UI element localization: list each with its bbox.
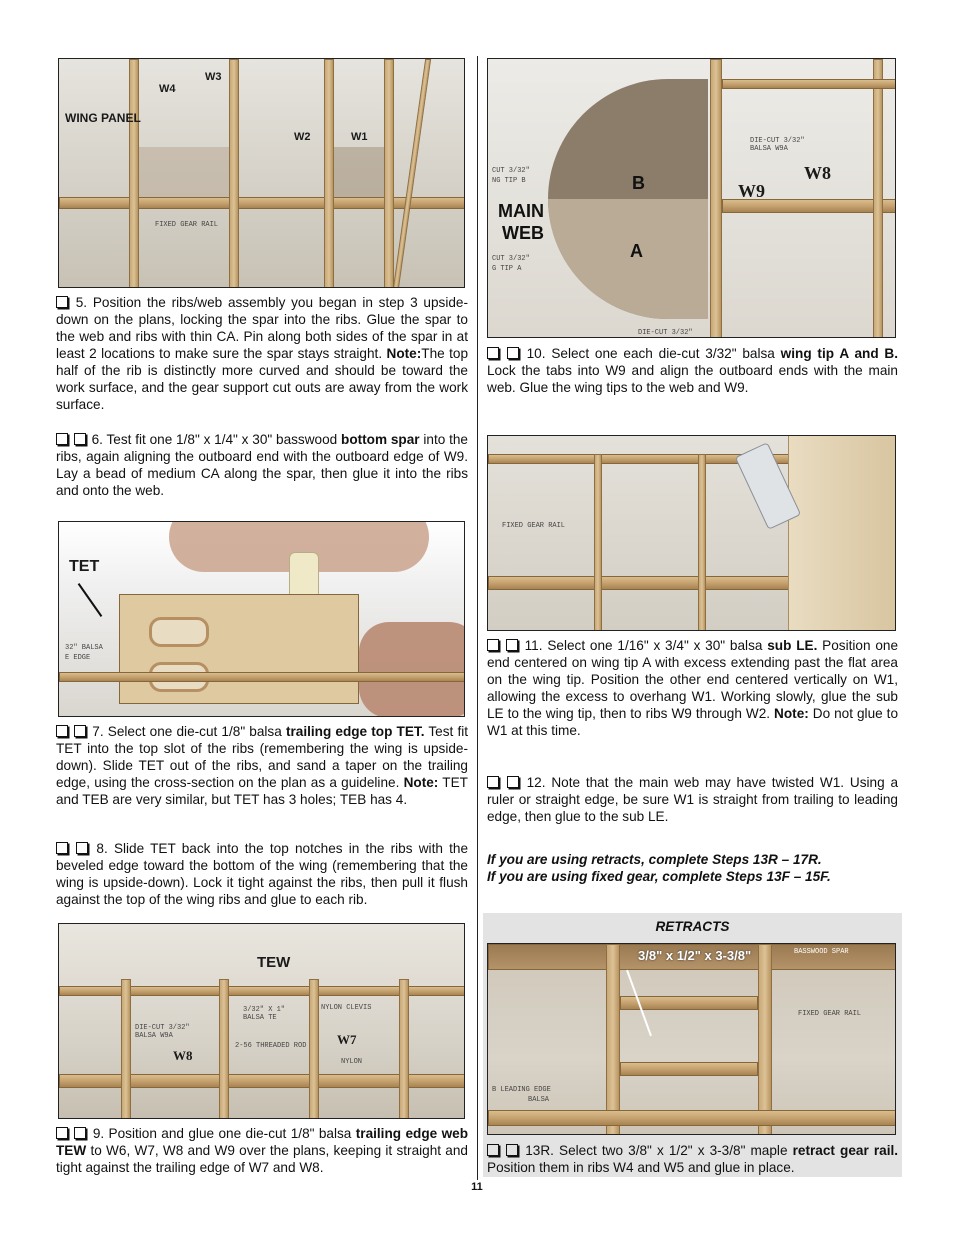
checkbox[interactable]	[487, 1144, 499, 1156]
photo-label: BALSA W9A	[135, 1032, 173, 1040]
rib-hole	[149, 617, 209, 647]
rib	[129, 59, 139, 288]
glue-bottle	[289, 552, 319, 600]
photo-wing-panel-assembly	[58, 58, 465, 288]
photo-label: WEB	[502, 223, 544, 243]
checkbox[interactable]	[56, 296, 68, 308]
photo-label: W8	[804, 163, 831, 183]
photo-label: W9	[738, 181, 765, 201]
photo-label: G TIP A	[492, 265, 522, 273]
leading-edge	[488, 1110, 896, 1126]
photo-label: W7	[337, 1032, 357, 1047]
photo-label: 2-56 THREADED ROD	[235, 1042, 307, 1050]
photo-label: BALSA W9A	[750, 145, 788, 153]
photo-label: BALSA	[528, 1096, 550, 1104]
photo-label: DIE-CUT 3/32"	[750, 137, 805, 145]
ruler	[788, 436, 896, 631]
web-section	[139, 147, 229, 197]
checkbox[interactable]	[56, 433, 68, 445]
rib	[309, 979, 319, 1119]
rib	[698, 454, 706, 631]
rib	[399, 979, 409, 1119]
rib-w9	[710, 59, 722, 338]
retracts-title: RETRACTS	[655, 919, 730, 934]
checkbox[interactable]	[56, 725, 68, 737]
step-10: 10. Select one each die-cut 3/32" balsa wing tip A and B. Lock the tabs into W9 and align the outboard ends with the main web. Glue the wing tips to the web and W9.	[487, 346, 899, 395]
photo-label: A	[630, 241, 643, 261]
photo-trailing-edge-top	[58, 521, 465, 717]
checkbox[interactable]	[74, 433, 86, 445]
checkbox[interactable]	[487, 347, 499, 359]
checkbox[interactable]	[507, 347, 519, 359]
photo-label: TEW	[257, 954, 291, 971]
photo-label: BASSWOOD SPAR	[794, 948, 849, 956]
pointer-line	[78, 583, 103, 617]
rib	[121, 979, 131, 1119]
photo-label: FIXED GEAR RAIL	[798, 1010, 862, 1018]
photo-label: CUT 3/32"	[492, 167, 530, 175]
page-number: 11	[471, 1181, 483, 1193]
step-12: 12. Note that the main web may have twisted W1. Using a ruler or straight edge, be sure W1 is straight from trailing to leading edge, then glue to the sub LE.	[487, 775, 899, 824]
step-7: 7. Select one die-cut 1/8" balsa trailing edge top TET. Test fit TET into the top slot of the ribs (remembering the wing is upside-down). Slide TET out of the ribs, and sand a taper on the trailing edge, using the cross-section on the plan as a guideline. Note: TET and TEB are very similar, but TET has 3 holes; TEB has 4.	[56, 724, 469, 807]
retracts-instruction: If you are using retracts, complete Steps 13R – 17R.	[487, 852, 822, 867]
photo-label: B	[632, 173, 645, 193]
photo-label: 3/8" x 1/2" x 3-3/8"	[638, 948, 752, 963]
rib-w4	[758, 944, 772, 1135]
photo-label: NYLON CLEVIS	[321, 1004, 372, 1012]
spar	[59, 672, 465, 682]
checkbox[interactable]	[74, 1127, 86, 1139]
retracts-section	[483, 913, 902, 1177]
step-11: 11. Select one 1/16" x 3/4" x 30" balsa sub LE. Position one end centered on wing tip A with excess extending past the flat area on the wing tip. Position the other end centered vertically on W1, allowing the excess to overhang W1. Working slowly, glue the sub LE to the wing tip, then to ribs W9 through W2. Note: Do not glue to W1 at this time.	[487, 638, 899, 738]
photo-label: W4	[159, 83, 176, 95]
checkbox[interactable]	[76, 842, 88, 854]
photo-sub-le	[487, 435, 896, 631]
rib	[594, 454, 602, 631]
fixed-gear-instruction: If you are using fixed gear, complete Steps 13F – 15F.	[487, 869, 831, 884]
photo-label: FIXED GEAR RAIL	[155, 221, 219, 229]
photo-trailing-edge-web	[58, 923, 465, 1119]
photo-label: E EDGE	[65, 654, 91, 662]
photo-label: 32" BALSA	[65, 644, 103, 652]
rib	[384, 59, 394, 288]
checkbox[interactable]	[74, 725, 86, 737]
step-6: 6. Test fit one 1/8" x 1/4" x 30" basswood bottom spar into the ribs, again aligning the outboard end with the outboard edge of W9. Lay a bead of medium CA along the spar, then glue it into the ribs and onto the web.	[56, 432, 468, 498]
web-section	[334, 147, 384, 197]
photo-label: NG TIP B	[492, 177, 526, 185]
rib	[229, 59, 239, 288]
photo-label: DIE-CUT 3/32"	[135, 1024, 190, 1032]
rib-w5	[606, 944, 620, 1135]
photo-label: CUT 3/32"	[492, 255, 530, 263]
leading-edge	[393, 59, 431, 288]
photo-label: B LEADING EDGE	[492, 1086, 551, 1094]
checkbox[interactable]	[487, 776, 499, 788]
rib-w8	[873, 59, 883, 338]
spar	[722, 79, 896, 89]
rib	[324, 59, 334, 288]
checkbox[interactable]	[56, 1127, 68, 1139]
checkbox[interactable]	[507, 776, 519, 788]
rib	[219, 979, 229, 1119]
photo-label: W1	[351, 131, 368, 143]
step-8: 8. Slide TET back into the top notches in the ribs with the beveled edge toward the bottom of the wing (remembering that the wing is upside-down). Lock it tight against the ribs, then pull it flush against the top of the wing ribs and glue to each rib.	[56, 841, 469, 907]
step-13r: 13R. Select two 3/8" x 1/2" x 3-3/8" maple retract gear rail. Position them in ribs W4 and W5 and glue in place.	[487, 1143, 899, 1175]
photo-label: 3/32" X 1"	[243, 1006, 286, 1014]
step-5: 5. Position the ribs/web assembly you began in step 3 upside-down on the plans, locking the spar into the ribs. Glue the spar to the web and ribs with thin CA. Pin along both sides of the spar in at least 2 locations to make sure the spar stays straight. Note:The top half of the rib is distinctly more curved and should be toward the work surface, and the gear support cut outs are away from the work surface.	[56, 295, 469, 412]
photo-retract-gear-rail	[487, 943, 896, 1135]
hand	[359, 622, 465, 717]
checkbox[interactable]	[506, 639, 518, 651]
photo-label: W2	[294, 131, 311, 143]
step-9: 9. Position and glue one die-cut 1/8" balsa trailing edge web TEW to W6, W7, W8 and W9 over the plans, keeping it straight and tight against the trailing edge of W7 and W8.	[56, 1126, 469, 1175]
wing-tip-a	[548, 199, 708, 319]
retract-gear-rail	[620, 1062, 758, 1076]
column-divider	[477, 56, 478, 1180]
photo-label: W8	[173, 1048, 193, 1063]
photo-label: FIXED GEAR RAIL	[502, 522, 566, 530]
photo-label: NYLON	[341, 1058, 363, 1066]
checkbox[interactable]	[487, 639, 499, 651]
photo-label: WING PANEL	[65, 111, 141, 125]
photo-label: DIE-CUT 3/32"	[638, 329, 693, 337]
photo-label: TET	[69, 558, 100, 575]
photo-wing-tip	[487, 58, 896, 338]
photo-label: MAIN	[498, 201, 544, 221]
photo-label: BALSA TE	[243, 1014, 277, 1022]
checkbox[interactable]	[506, 1144, 518, 1156]
photo-label: W3	[205, 71, 222, 83]
checkbox[interactable]	[56, 842, 68, 854]
